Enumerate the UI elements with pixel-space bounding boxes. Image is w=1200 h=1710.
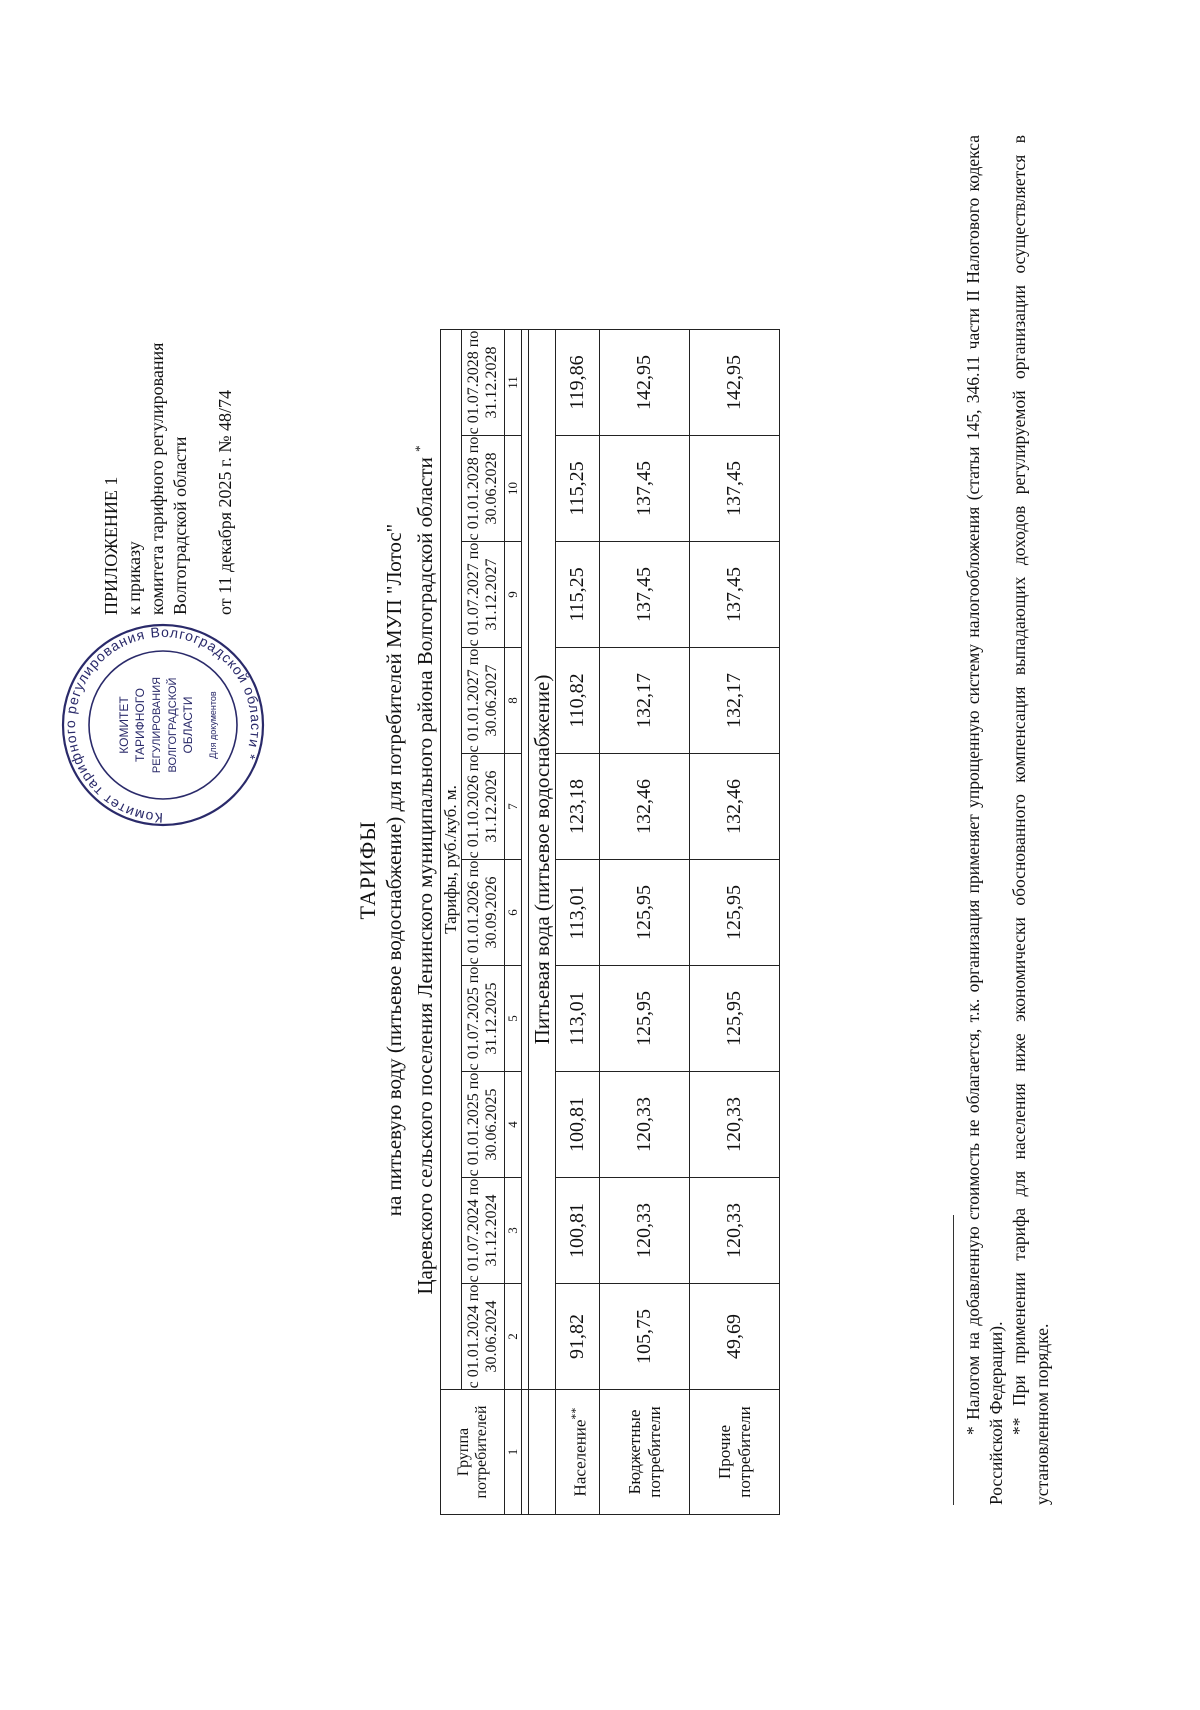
tariff-cell: 132,17 (600, 648, 690, 754)
tariff-cell: 115,25 (556, 542, 600, 648)
title-line-3-text: Царевского сельского поселения Ленинского муниципального района Волгоградской области (413, 457, 437, 1295)
tariff-table (440, 329, 780, 1515)
stamp-inner-line: КОМИТЕТ (117, 696, 131, 754)
section-blank-cell (529, 1390, 556, 1515)
spacer-cell (522, 330, 529, 1390)
tariff-cell: 113,01 (556, 860, 600, 966)
row-footnote-mark: ** (567, 1407, 582, 1420)
appendix-line: комитета тарифного регулирования (147, 342, 167, 615)
tariff-cell: 120,33 (690, 1178, 780, 1284)
column-number: 11 (505, 330, 522, 436)
tariff-cell: 100,81 (556, 1072, 600, 1178)
period-header: с 01.01.2025 по 30.06.2025 (462, 1072, 505, 1178)
title-line-3 (407, 150, 438, 1590)
period-header: с 01.01.2024 по 30.06.2024 (462, 1284, 505, 1390)
table-row (556, 330, 600, 1515)
period-header: с 01.01.2027 по 30.06.2027 (462, 648, 505, 754)
tariff-cell: 105,75 (600, 1284, 690, 1390)
column-number: 1 (505, 1390, 522, 1515)
tariff-cell: 49,69 (690, 1284, 780, 1390)
tariff-cell: 119,86 (556, 330, 600, 436)
section-row (529, 330, 556, 1515)
tariff-cell: 137,45 (600, 542, 690, 648)
document-title (355, 150, 438, 1590)
row-name: Прочие потребители (690, 1390, 780, 1515)
tariff-cell: 113,01 (556, 966, 600, 1072)
period-header: с 01.01.2026 по 30.09.2026 (462, 860, 505, 966)
period-header: с 01.07.2028 по 31.12.2028 (462, 330, 505, 436)
stamp-inner-line: ТАРИФНОГО (133, 688, 147, 762)
spacer-row (522, 330, 529, 1515)
tariff-cell: 132,46 (600, 754, 690, 860)
title-line-2: на питьевую воду (питьевое водоснабжение) для потребителей МУП "Лотос" (382, 523, 406, 1217)
row-name: Бюджетные потребители (600, 1390, 690, 1515)
official-stamp (58, 620, 268, 830)
group-header: Группа потребителей (441, 1390, 505, 1515)
footnote-divider (953, 1215, 954, 1505)
spacer-cell (522, 1390, 529, 1515)
period-header: с 01.07.2024 по 31.12.2024 (462, 1178, 505, 1284)
tariff-cell: 115,25 (556, 436, 600, 542)
column-number: 6 (505, 860, 522, 966)
tariff-cell: 137,45 (600, 436, 690, 542)
period-header: с 01.07.2027 по 31.12.2027 (462, 542, 505, 648)
footnotes (962, 135, 1054, 1505)
period-header: с 01.07.2025 по 31.12.2025 (462, 966, 505, 1072)
column-number: 7 (505, 754, 522, 860)
column-number: 10 (505, 436, 522, 542)
column-number: 9 (505, 542, 522, 648)
tariff-cell: 125,95 (600, 966, 690, 1072)
tariff-cell: 110,82 (556, 648, 600, 754)
stamp-small-text: Для документов (208, 691, 218, 759)
stamp-inner-line: ОБЛАСТИ (181, 696, 195, 754)
tariff-cell: 132,46 (690, 754, 780, 860)
stamp-ring-text: Комитет тарифного регулирования Волгоградской области * (61, 623, 265, 827)
footnote-1: * Налогом на добавленную стоимость не облагается, т.к. организация применяет упрощенную систему налогообложения (статьи 145, 346.11 части II Налогового кодекса Российской Федерации). (963, 135, 1006, 1505)
tariff-cell: 91,82 (556, 1284, 600, 1390)
tariff-cell: 142,95 (600, 330, 690, 436)
appendix-header (100, 185, 237, 615)
header-row (441, 330, 462, 1515)
tariff-cell: 137,45 (690, 436, 780, 542)
table-row (600, 330, 690, 1515)
table-row (690, 330, 780, 1515)
column-number: 2 (505, 1284, 522, 1390)
period-header: с 01.10.2026 по 31.12.2026 (462, 754, 505, 860)
tariff-cell: 125,95 (690, 860, 780, 966)
stamp-inner-line: РЕГУЛИРОВАНИЯ (151, 676, 163, 774)
appendix-line: Волгоградской области (170, 436, 190, 615)
footnote-2: ** При применении тарифа для населения ниже экономически обоснованного компенсация выпадающих доходов регулируемой организации осуществляется в установленном порядке. (1009, 135, 1052, 1505)
title-line-1: ТАРИФЫ (355, 820, 380, 920)
appendix-line: к приказу (124, 541, 144, 615)
tariff-cell: 120,33 (600, 1178, 690, 1284)
section-title: Питьевая вода (питьевое водоснабжение) (529, 330, 556, 1390)
row-name-cell (556, 1390, 600, 1515)
tariff-cell: 125,95 (600, 860, 690, 966)
tariff-cell: 100,81 (556, 1178, 600, 1284)
tariff-cell: 137,45 (690, 542, 780, 648)
stamp-inner-line: ВОЛГОГРАДСКОЙ (167, 677, 179, 773)
tariff-cell: 132,17 (690, 648, 780, 754)
tariff-cell: 125,95 (690, 966, 780, 1072)
period-header-row (462, 330, 505, 1515)
row-name: Население (570, 1419, 590, 1497)
column-number-row (505, 330, 522, 1515)
tariff-cell: 120,33 (600, 1072, 690, 1178)
footnote-mark: * (412, 445, 427, 452)
tariff-cell: 142,95 (690, 330, 780, 436)
tariff-caption: Тарифы, руб./куб. м. (441, 330, 462, 1390)
appendix-date: от 11 декабря 2025 г. № 48/74 (215, 389, 235, 615)
tariff-cell: 120,33 (690, 1072, 780, 1178)
column-number: 5 (505, 966, 522, 1072)
appendix-label: ПРИЛОЖЕНИЕ 1 (101, 476, 121, 615)
column-number: 4 (505, 1072, 522, 1178)
column-number: 8 (505, 648, 522, 754)
period-header: с 01.01.2028 по 30.06.2028 (462, 436, 505, 542)
column-number: 3 (505, 1178, 522, 1284)
tariff-cell: 123,18 (556, 754, 600, 860)
